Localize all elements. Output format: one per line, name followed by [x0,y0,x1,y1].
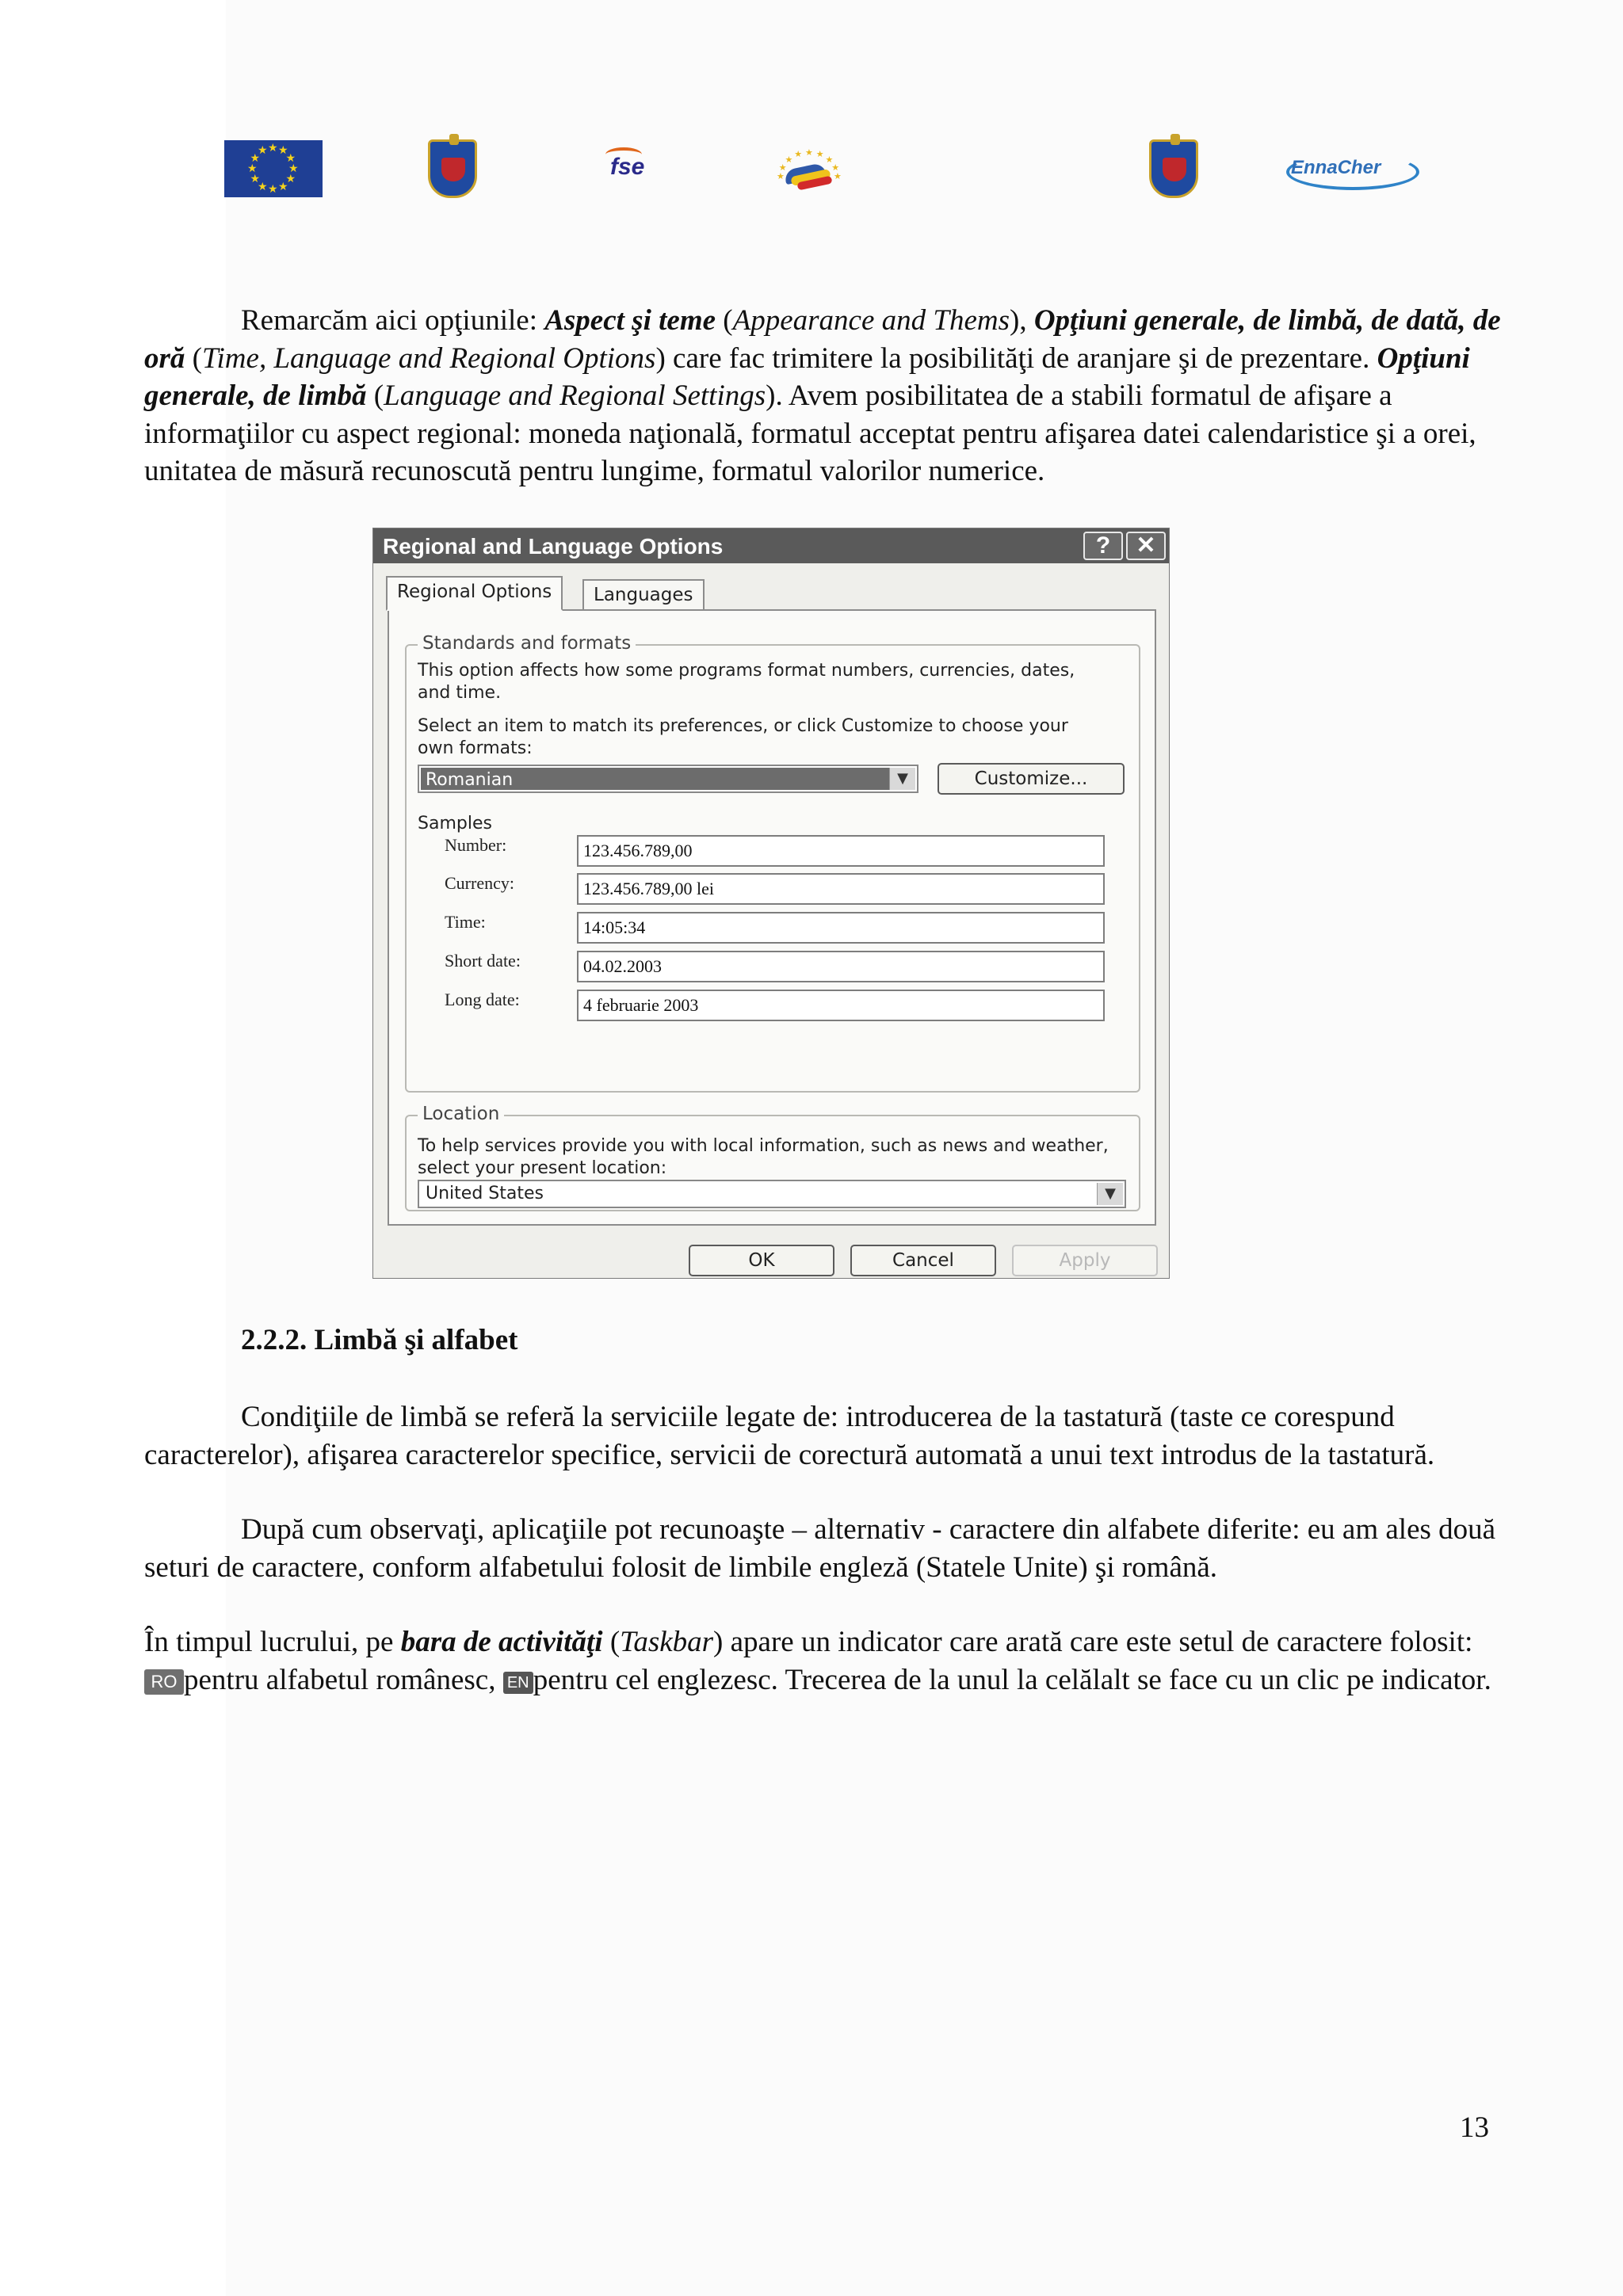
customize-button[interactable]: Customize... [938,763,1125,795]
tab-regional-options[interactable]: Regional Options [386,576,563,611]
romanian-government-crest-logo [428,139,477,198]
close-icon[interactable]: ✕ [1126,532,1166,560]
star-icon: ★ [785,154,793,165]
help-icon[interactable]: ? [1083,532,1123,560]
apply-button[interactable]: Apply [1012,1245,1158,1276]
chevron-down-icon: ▼ [1097,1183,1123,1205]
eu-star-icon: ★ [250,173,261,185]
section-heading: 2.2.2. Limbă şi alfabet [241,1324,518,1356]
standards-instruction: Select an item to match its preferences, or click Customize to choose your own formats: [418,716,1068,758]
location-group [405,1104,1140,1211]
star-icon: ★ [815,149,824,160]
taskbar-term: bara de activităţi [400,1626,603,1658]
eu-star-icon: ★ [258,144,268,158]
dialog-titlebar [373,528,1169,563]
sample-number-value: 123.456.789,00 [577,835,1105,867]
eu-star-icon: ★ [247,162,258,175]
structural-instruments-logo [770,139,843,200]
regional-options-term: Opţiuni generale, de limbă, de dată, de oră [144,304,1501,375]
location-selected-value: United States [426,1184,544,1203]
ennacher-logo-text: EnnaCher [1291,157,1381,178]
chevron-down-icon: ▼ [889,768,915,790]
star-icon: ★ [794,149,803,160]
locale-select[interactable] [418,765,918,793]
samples-label: Samples [418,814,492,833]
star-icon: ★ [778,162,787,173]
eu-star-icon: ★ [285,173,296,185]
eu-star-icon: ★ [288,162,299,175]
star-icon: ★ [777,171,785,181]
eu-flag-logo [224,140,323,197]
sample-short-date-label: Short date: [445,951,521,971]
star-icon: ★ [834,171,842,181]
star-icon: ★ [831,162,840,173]
section-paragraph-1: Condiţiile de limbă se referă la serviciile legate de: introducerea de la tastatură (taste ce corespund caracterelor), afişarea caracterelor specifice, servicii de corectură automată a unui text introdus de la tastatură. [144,1401,1435,1471]
fse-logo [599,143,655,193]
standards-legend: Standards and formats [418,633,636,654]
fse-logo-text: fse [610,154,645,180]
eu-star-icon: ★ [268,183,278,196]
intro-paragraph: Remarcăm aici opţiunile: Aspect şi teme (Appearance and Thems), Opţiuni generale, de limbă, de dată, de oră (Time, Language and Regional Options) care fac trimitere la posibilităţi de aranjare şi de prezentare. Opţiuni generale, de limbă (Language and Regional Settings). Avem posibilitatea de a stabili formatul de afişare a informaţiilor cu aspect regional: moneda naţională, formatul acceptat pentru afişarea datei calendaristice şi a orei, unitatea de măsură recunoscută pentru lungime, formatul valorilor numerice. [144,304,1501,487]
page-number: 13 [1460,2111,1489,2144]
section-paragraph-3: În timpul lucrului, pe bara de activităţi (Taskbar) apare un indicator care arată care este setul de caractere folosit: RO pentru alfabetul românesc, EN pentru cel englezesc. Trecerea de la unul la celălalt se face cu un clic pe indicator. [144,1626,1491,1696]
ok-button[interactable]: OK [689,1245,834,1276]
sample-long-date-value: 4 februarie 2003 [577,990,1105,1021]
sample-time-value: 14:05:34 [577,912,1105,944]
eu-star-icon: ★ [285,152,296,165]
sample-currency-label: Currency: [445,873,514,893]
language-settings-term: Opţiuni generale, de limbă [144,341,1470,412]
sample-number-label: Number: [445,835,507,855]
romanian-government-crest-logo [1149,139,1198,198]
cancel-button[interactable]: Cancel [850,1245,996,1276]
eu-star-icon: ★ [268,142,278,154]
sample-time-label: Time: [445,912,486,932]
tab-languages[interactable]: Languages [582,579,705,611]
locale-selected-value: Romanian [421,768,890,790]
eu-star-icon: ★ [278,180,288,193]
location-legend: Location [418,1104,504,1124]
appearance-themes-term: Aspect şi teme [544,304,716,337]
en-language-indicator: EN [503,1672,533,1694]
eu-star-icon: ★ [250,152,261,165]
star-icon: ★ [805,147,813,158]
sample-long-date-label: Long date: [445,990,520,1009]
sample-short-date-value: 04.02.2003 [577,951,1105,982]
eu-star-icon: ★ [278,144,288,158]
location-select[interactable] [418,1180,1126,1208]
sample-currency-value: 123.456.789,00 lei [577,873,1105,905]
standards-and-formats-group [405,633,1140,1093]
ennacher-logo [1286,149,1423,198]
eu-star-icon: ★ [258,180,268,193]
section-paragraph-2: După cum observaţi, aplicaţiile pot recunoaşte – alternativ - caractere din alfabete diferite: eu am ales două seturi de caractere, conform alfabetului folosit de limbile engleză (Statele Unite) şi română. [144,1513,1496,1584]
dialog-title: Regional and Language Options [383,534,724,559]
ro-language-indicator: RO [144,1669,184,1695]
location-description: To help services provide you with local information, such as news and weather, select your present location: [418,1136,1109,1178]
star-icon: ★ [825,154,834,165]
standards-description: This option affects how some programs format numbers, currencies, dates, and time. [418,661,1075,703]
